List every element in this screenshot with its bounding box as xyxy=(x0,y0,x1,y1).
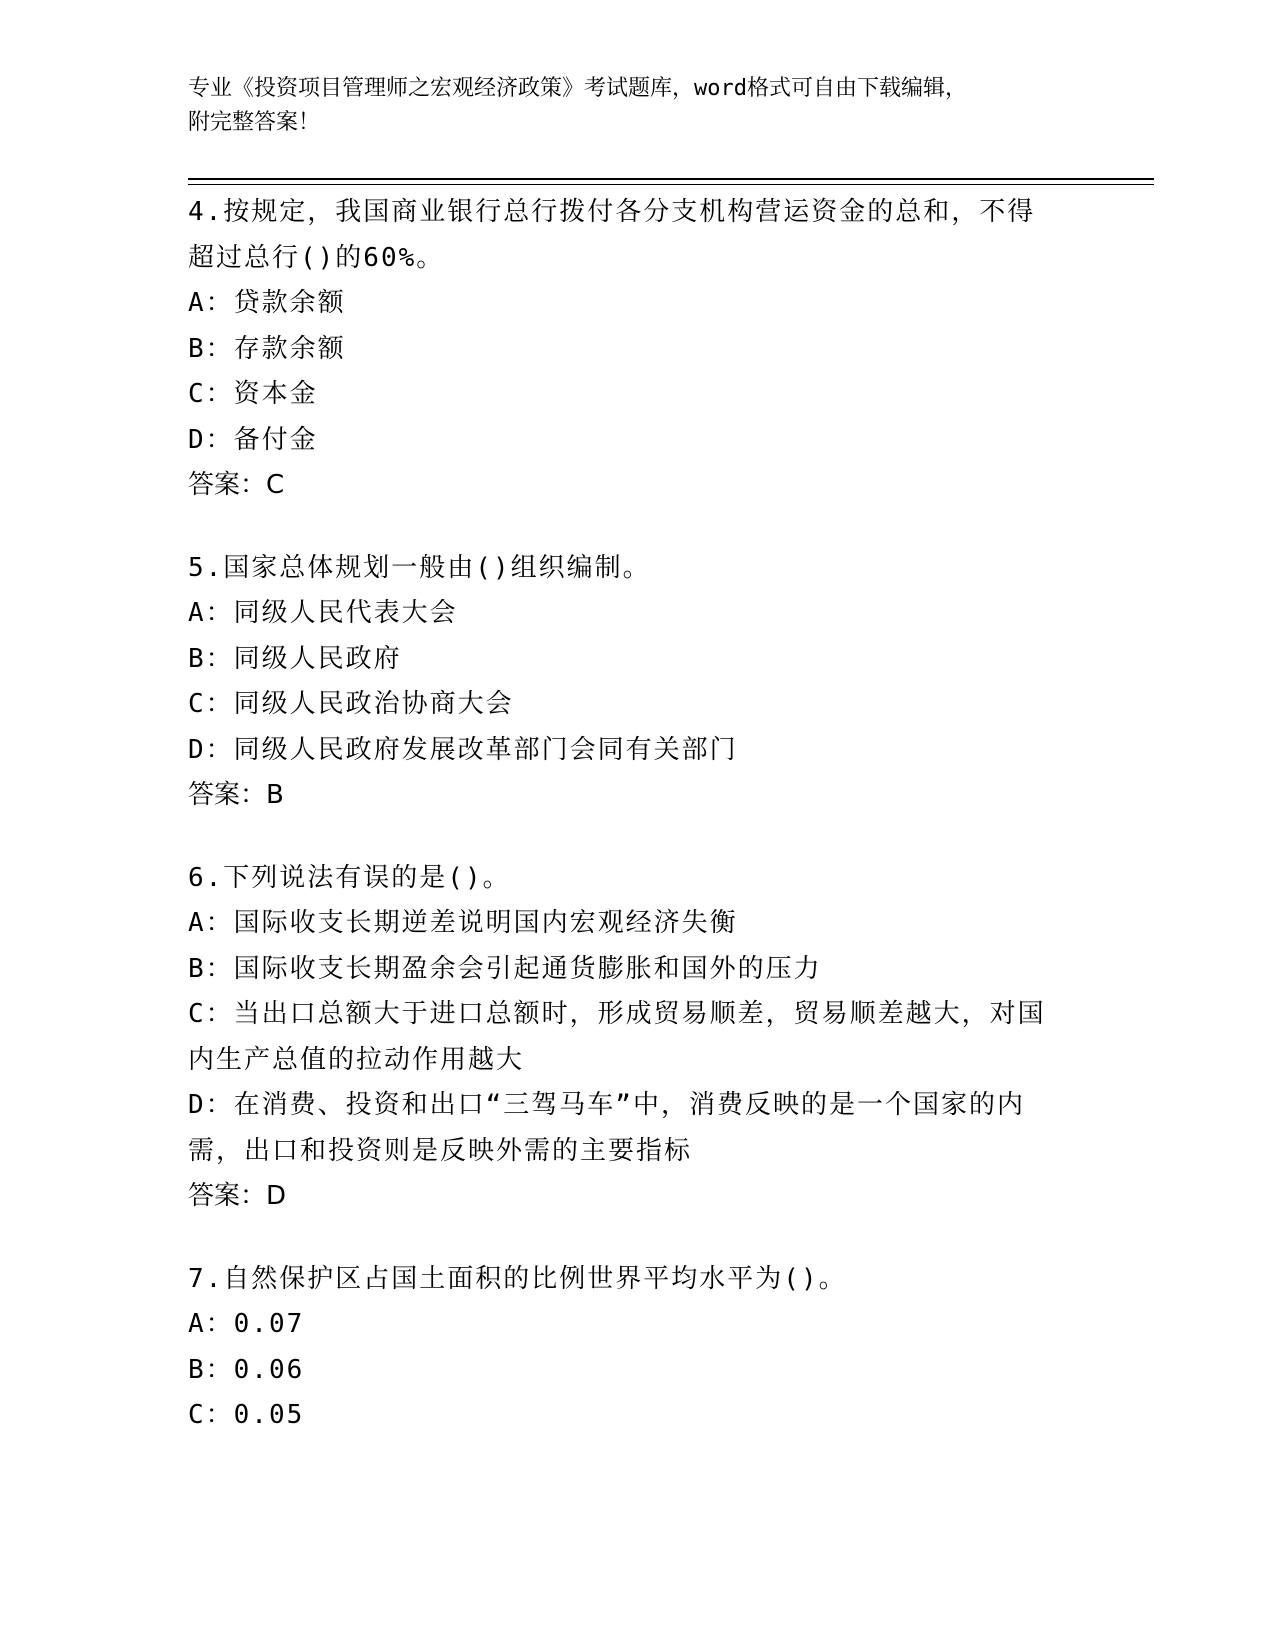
answer-option: A：同级人民代表大会 xyxy=(188,598,458,628)
header-note xyxy=(188,72,1088,140)
answer-key: 答案：B xyxy=(188,780,284,810)
answer-option: C：0.05 xyxy=(188,1400,305,1430)
question-stem: 4.按规定，我国商业银行总行拨付各分支机构营运资金的总和，不得 xyxy=(188,197,1036,227)
question-stem: 5.国家总体规划一般由()组织编制。 xyxy=(188,552,651,583)
answer-option: D：备付金 xyxy=(188,424,318,455)
question-block xyxy=(188,190,1088,509)
answer-option: A：国际收支长期逆差说明国内宏观经济失衡 xyxy=(188,908,738,938)
answer-option: D：在消费、投资和出口“三驾马车”中，消费反映的是一个国家的内 xyxy=(188,1090,1025,1120)
question-block xyxy=(188,1257,1088,1439)
header-divider-thin xyxy=(188,184,1154,185)
answer-option: 需，出口和投资则是反映外需的主要指标 xyxy=(188,1135,693,1166)
question-block xyxy=(188,856,1088,1220)
answer-option: C：同级人民政治协商大会 xyxy=(188,689,514,719)
answer-option: A：贷款余额 xyxy=(188,288,346,318)
answer-option: B：存款余额 xyxy=(188,333,346,364)
answer-option: B：国际收支长期盈余会引起通货膨胀和国外的压力 xyxy=(188,953,822,984)
question-list xyxy=(188,190,1088,1476)
question-block xyxy=(188,546,1088,819)
question-stem: 6.下列说法有误的是()。 xyxy=(188,862,511,893)
answer-option: C：当出口总额大于进口总额时，形成贸易顺差，贸易顺差越大，对国 xyxy=(188,999,1046,1029)
answer-option: A：0.07 xyxy=(188,1309,305,1339)
answer-key: 答案：D xyxy=(188,1181,287,1211)
answer-option: B：同级人民政府 xyxy=(188,643,402,674)
answer-key: 答案：C xyxy=(188,470,285,500)
answer-option: D：同级人民政府发展改革部门会同有关部门 xyxy=(188,734,738,765)
question-stem: 7.自然保护区占国土面积的比例世界平均水平为()。 xyxy=(188,1263,847,1294)
answer-option: 内生产总值的拉动作用越大 xyxy=(188,1044,525,1075)
answer-option: B：0.06 xyxy=(188,1354,305,1385)
question-stem: 超过总行()的60%。 xyxy=(188,242,445,273)
header-divider xyxy=(188,178,1154,180)
header-note-line: 附完整答案！ xyxy=(188,110,321,135)
header-note-line: 专业《投资项目管理师之宏观经济政策》考试题库，word格式可自由下载编辑， xyxy=(188,76,967,101)
answer-option: C：资本金 xyxy=(188,379,318,409)
